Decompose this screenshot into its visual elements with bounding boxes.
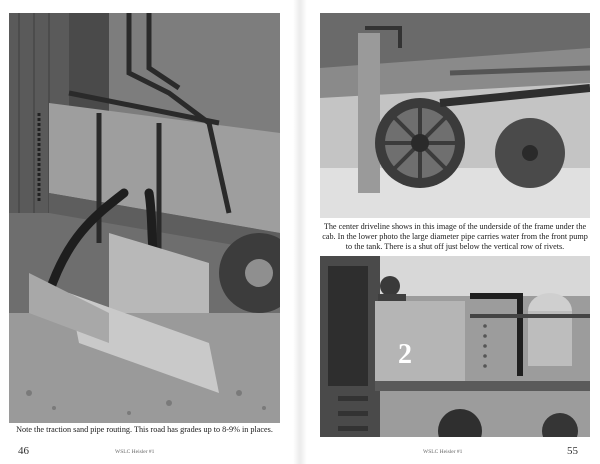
cab-number-label: 2 — [398, 339, 412, 370]
left-photo-caption: Note the traction sand pipe routing. This road has grades up to 8-9% in places. — [16, 425, 273, 434]
page-number-left: 46 — [18, 445, 29, 457]
page-number-right: 55 — [567, 445, 578, 457]
left-page — [0, 0, 293, 464]
running-footer-left: WSLC Heisler #1 — [115, 449, 155, 455]
right-photo-caption: The center driveline shows in this image of the underside of the frame under the cab. In the lower photo the large diameter pipe carries water from the front pump to the tank. There is a shut off just below the vertical row of rivets. — [322, 222, 588, 251]
sand-pipe-photo — [9, 13, 280, 423]
cab-water-pipe-photo — [320, 256, 590, 437]
book-gutter — [293, 0, 307, 464]
running-footer-right: WSLC Heisler #1 — [423, 449, 463, 455]
right-page — [307, 0, 600, 464]
driveline-underside-photo — [320, 13, 590, 218]
